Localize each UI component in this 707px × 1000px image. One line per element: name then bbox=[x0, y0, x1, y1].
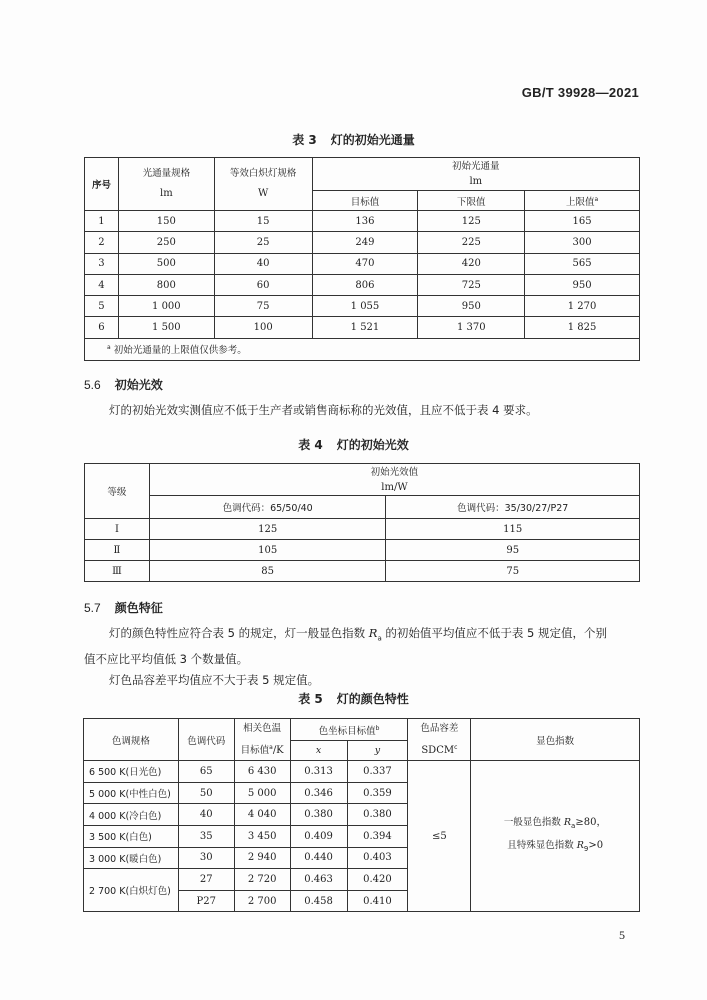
cell-x: 0.380 bbox=[290, 804, 347, 826]
cell-value-1: 125 bbox=[149, 519, 386, 540]
equiv-label: 等效白炽灯规格 bbox=[229, 168, 297, 179]
cell-cct: 6 430 bbox=[234, 761, 290, 783]
page-number: 5 bbox=[619, 928, 625, 942]
cell-lower: 1 370 bbox=[418, 317, 525, 338]
cell-y: 0.394 bbox=[347, 825, 408, 847]
cell-watt: 40 bbox=[214, 253, 312, 274]
cell-tone-spec: 5 000 K(中性白色) bbox=[84, 782, 179, 804]
cell-tone-code: 40 bbox=[178, 804, 234, 826]
cell-value-2: 115 bbox=[386, 519, 640, 540]
cell-y: 0.403 bbox=[347, 847, 408, 869]
flux-spec-unit: lm bbox=[160, 188, 173, 199]
cell-flux: 150 bbox=[118, 211, 214, 232]
efficacy-label: 初始光效值 bbox=[370, 466, 419, 478]
table-row bbox=[85, 232, 640, 253]
table4-caption bbox=[0, 436, 707, 453]
cell-seq: 3 bbox=[85, 253, 119, 274]
cell-cct: 2 700 bbox=[234, 890, 290, 912]
table-row bbox=[85, 211, 640, 232]
cell-tone-code: 50 bbox=[178, 782, 234, 804]
table3-header-equiv bbox=[214, 158, 312, 211]
cri-line1-text: 一般显色指数 bbox=[503, 817, 564, 829]
cell-seq: 2 bbox=[85, 232, 119, 253]
cell-tone-code: 30 bbox=[178, 847, 234, 869]
cell-tone-spec: 4 000 K(冷白色) bbox=[84, 804, 179, 826]
cell-cri bbox=[471, 761, 640, 912]
standard-number: GB/T 39928—2021 bbox=[521, 85, 639, 100]
table3-caption bbox=[0, 131, 707, 148]
table5 bbox=[83, 718, 640, 912]
cell-lower: 725 bbox=[418, 274, 525, 295]
cell-y: 0.337 bbox=[347, 761, 408, 783]
cell-lower: 225 bbox=[418, 232, 525, 253]
cri-line1-value: ≥80， bbox=[575, 817, 607, 829]
cell-cct: 5 000 bbox=[234, 782, 290, 804]
table4-number: 表 4 bbox=[298, 438, 323, 452]
table-row bbox=[85, 561, 640, 582]
cct-note-mark: a bbox=[269, 744, 273, 751]
cell-upper: 565 bbox=[525, 253, 640, 274]
table-row bbox=[85, 274, 640, 295]
cri-line1-r: R bbox=[563, 817, 572, 829]
table-row bbox=[85, 253, 640, 274]
table5-caption bbox=[0, 690, 707, 707]
table4-title: 灯的初始光效 bbox=[336, 438, 409, 452]
table5-header-chroma bbox=[290, 719, 408, 741]
cell-flux: 1 500 bbox=[118, 317, 214, 338]
cell-target: 806 bbox=[312, 274, 418, 295]
flux-spec-label: 光通量规格 bbox=[142, 168, 191, 179]
cell-x: 0.346 bbox=[290, 782, 347, 804]
table4-header-grade: 等级 bbox=[85, 464, 150, 519]
cell-watt: 15 bbox=[214, 211, 312, 232]
cct-label-line2: 目标值 bbox=[240, 745, 270, 757]
sdcm-note-mark: c bbox=[454, 744, 458, 751]
cell-watt: 25 bbox=[214, 232, 312, 253]
section-5-7-title: 颜色特征 bbox=[114, 601, 163, 615]
cell-flux: 800 bbox=[118, 274, 214, 295]
cell-cct: 2 940 bbox=[234, 847, 290, 869]
cell-y: 0.420 bbox=[347, 869, 408, 891]
section-5-7-para2: 灯色品容差平均值应不大于表 5 规定值。 bbox=[109, 673, 320, 688]
table-row bbox=[85, 540, 640, 561]
cell-target: 1 055 bbox=[312, 296, 418, 317]
chroma-label: 色坐标目标值 bbox=[318, 725, 376, 737]
table-row bbox=[85, 519, 640, 540]
cell-flux: 250 bbox=[118, 232, 214, 253]
table3 bbox=[84, 157, 640, 361]
cell-tone-code: P27 bbox=[178, 890, 234, 912]
efficacy-unit: lm/W bbox=[381, 481, 408, 493]
section-5-6-heading bbox=[84, 376, 163, 393]
para1-line2: 值不应比平均值低 3 个数量值。 bbox=[84, 652, 249, 667]
para1-part-a: 灯的颜色特性应符合表 5 的规定，灯一般显色指数 bbox=[109, 626, 369, 640]
cri-line2-r: R bbox=[576, 840, 584, 852]
cri-line1-sub: a bbox=[571, 822, 576, 831]
table5-title: 灯的颜色特性 bbox=[336, 692, 409, 706]
table3-title: 灯的初始光通量 bbox=[330, 133, 415, 147]
cell-lower: 950 bbox=[418, 296, 525, 317]
cell-tone-code: 65 bbox=[178, 761, 234, 783]
cell-x: 0.409 bbox=[290, 825, 347, 847]
para1-part-b: 的初始值平均值应不低于表 5 规定值，个别 bbox=[381, 626, 608, 640]
cell-lower: 125 bbox=[418, 211, 525, 232]
table3-number: 表 3 bbox=[292, 133, 317, 147]
cell-watt: 60 bbox=[214, 274, 312, 295]
cell-tone-spec: 6 500 K(日光色) bbox=[84, 761, 179, 783]
cell-target: 470 bbox=[312, 253, 418, 274]
cell-seq: 1 bbox=[85, 211, 119, 232]
table3-header-upper bbox=[525, 191, 640, 211]
cell-value-1: 105 bbox=[149, 540, 386, 561]
cell-target: 1 521 bbox=[312, 317, 418, 338]
cell-tone-spec: 3 500 K(白色) bbox=[84, 825, 179, 847]
table3-note-mark: a bbox=[107, 344, 111, 352]
table3-note-text: 初始光通量的上限值仅供参考。 bbox=[113, 345, 247, 357]
table5-header-tone-code: 色调代码 bbox=[178, 719, 234, 761]
cell-value-2: 75 bbox=[386, 561, 640, 582]
sdcm-label-line1: 色品容差 bbox=[420, 723, 459, 734]
cct-label-line1: 相关色温 bbox=[243, 723, 282, 734]
cell-seq: 4 bbox=[85, 274, 119, 295]
cell-x: 0.440 bbox=[290, 847, 347, 869]
cell-watt: 100 bbox=[214, 317, 312, 338]
cell-cct: 3 450 bbox=[234, 825, 290, 847]
cell-x: 0.313 bbox=[290, 761, 347, 783]
table3-header-target: 目标值 bbox=[312, 191, 418, 211]
table5-header-cct bbox=[234, 719, 290, 761]
section-5-6-text: 灯的初始光效实测值应不低于生产者或销售商标称的光效值，且应不低于表 4 要求。 bbox=[109, 403, 538, 417]
table5-header-x: x bbox=[290, 741, 347, 761]
cell-tone-spec: 2 700 K(白炽灯色) bbox=[84, 869, 179, 912]
cell-sdcm: ≤5 bbox=[408, 761, 471, 912]
cell-upper: 1 825 bbox=[525, 317, 640, 338]
section-5-6-number: 5.6 bbox=[84, 378, 101, 392]
section-5-7-para1 bbox=[84, 623, 644, 691]
cell-upper: 950 bbox=[525, 274, 640, 295]
table4-header-col2: 色调代码：35/30/27/P27 bbox=[386, 496, 640, 519]
cell-grade: Ⅰ bbox=[85, 519, 150, 540]
cell-tone-code: 35 bbox=[178, 825, 234, 847]
table3-note bbox=[85, 338, 640, 360]
cell-y: 0.380 bbox=[347, 804, 408, 826]
cell-upper: 1 270 bbox=[525, 296, 640, 317]
cell-x: 0.463 bbox=[290, 869, 347, 891]
cell-grade: Ⅲ bbox=[85, 561, 150, 582]
table5-header-cri: 显色指数 bbox=[471, 719, 640, 761]
cell-target: 249 bbox=[312, 232, 418, 253]
table3-header-initial-flux bbox=[312, 158, 639, 191]
table4-header-col1: 色调代码：65/50/40 bbox=[149, 496, 386, 519]
cell-tone-code: 27 bbox=[178, 869, 234, 891]
table3-header-lower: 下限值 bbox=[418, 191, 525, 211]
equiv-unit: W bbox=[258, 188, 269, 199]
initial-flux-unit: lm bbox=[469, 176, 483, 187]
cri-line2-sub: 9 bbox=[583, 845, 589, 854]
cct-unit: /K bbox=[272, 745, 284, 757]
cell-upper: 165 bbox=[525, 211, 640, 232]
sdcm-label-line2: SDCM bbox=[421, 745, 455, 757]
table-row bbox=[85, 296, 640, 317]
cell-y: 0.410 bbox=[347, 890, 408, 912]
cell-seq: 5 bbox=[85, 296, 119, 317]
table5-header-sdcm bbox=[408, 719, 471, 761]
cell-value-2: 95 bbox=[386, 540, 640, 561]
para1-r-subscript: a bbox=[377, 634, 382, 643]
section-5-7-heading bbox=[84, 599, 163, 616]
cri-line2 bbox=[471, 836, 639, 859]
table3-header-flux-spec bbox=[118, 158, 214, 211]
cri-line2-text: 且特殊显色指数 bbox=[507, 840, 577, 852]
cell-tone-spec: 3 000 K(暖白色) bbox=[84, 847, 179, 869]
cri-line1 bbox=[471, 813, 639, 836]
cell-watt: 75 bbox=[214, 296, 312, 317]
table4-header-efficacy bbox=[149, 464, 639, 496]
initial-flux-label: 初始光通量 bbox=[452, 161, 500, 172]
table5-header-y: y bbox=[347, 741, 408, 761]
table3-header-seq: 序号 bbox=[85, 158, 119, 211]
upper-label: 上限值 bbox=[565, 196, 595, 208]
table5-number: 表 5 bbox=[298, 692, 323, 706]
cell-flux: 500 bbox=[118, 253, 214, 274]
cell-cct: 2 720 bbox=[234, 869, 290, 891]
cell-seq: 6 bbox=[85, 317, 119, 338]
section-5-6-title: 初始光效 bbox=[114, 378, 163, 392]
table-row bbox=[84, 761, 640, 783]
chroma-note-mark: b bbox=[375, 724, 380, 732]
cell-flux: 1 000 bbox=[118, 296, 214, 317]
upper-note-mark: a bbox=[594, 195, 599, 203]
section-5-7-number: 5.7 bbox=[84, 601, 101, 615]
cell-lower: 420 bbox=[418, 253, 525, 274]
cell-x: 0.458 bbox=[290, 890, 347, 912]
table4 bbox=[84, 463, 640, 582]
cell-target: 136 bbox=[312, 211, 418, 232]
cell-upper: 300 bbox=[525, 232, 640, 253]
cell-y: 0.359 bbox=[347, 782, 408, 804]
cri-line2-value: >0 bbox=[588, 840, 604, 852]
table5-header-tone-spec: 色调规格 bbox=[84, 719, 179, 761]
cell-value-1: 85 bbox=[149, 561, 386, 582]
para1-r-symbol: R bbox=[368, 626, 378, 640]
cell-grade: Ⅱ bbox=[85, 540, 150, 561]
table-row bbox=[85, 317, 640, 338]
cell-cct: 4 040 bbox=[234, 804, 290, 826]
